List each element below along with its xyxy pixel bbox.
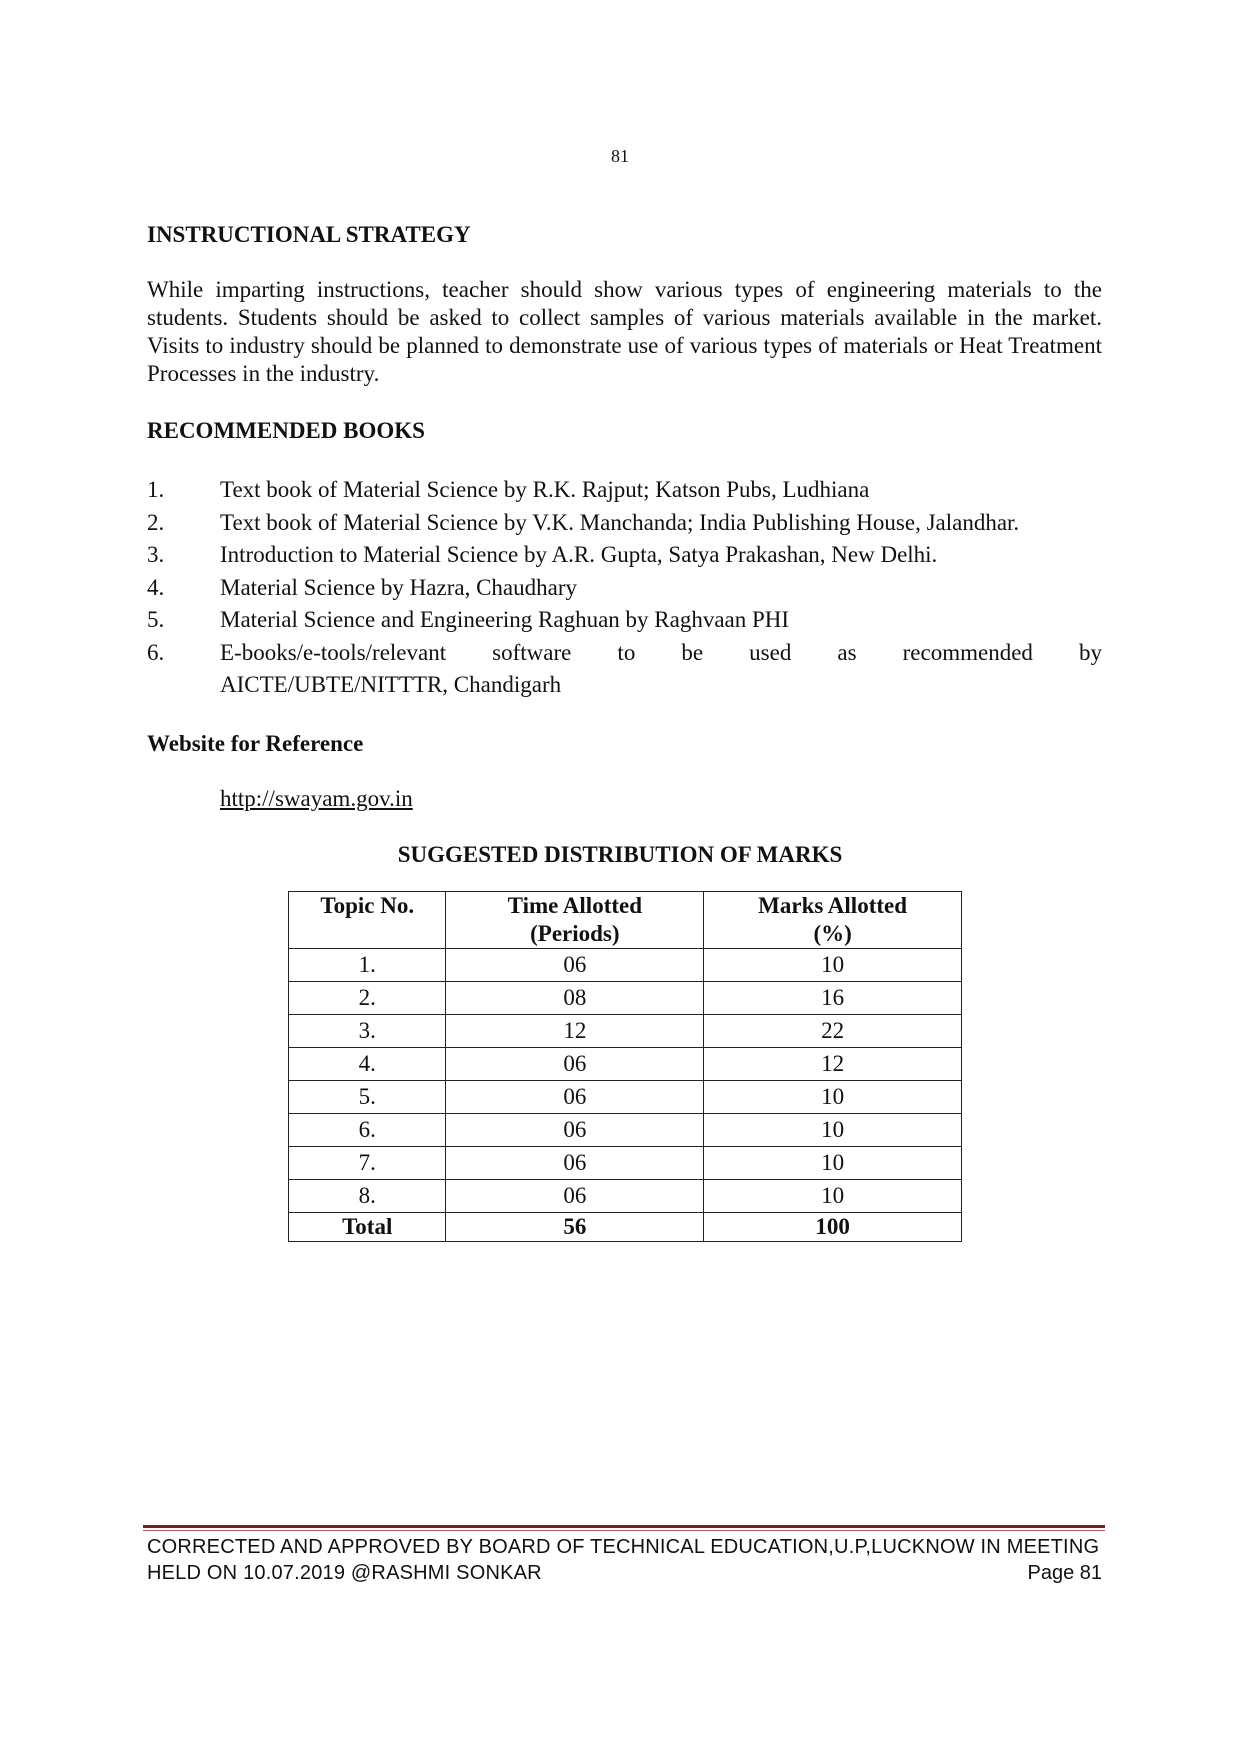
table-cell: 06: [446, 1081, 704, 1114]
header-marks-allotted: [704, 892, 962, 949]
table-cell: 8.: [289, 1180, 446, 1213]
book-number: 5.: [147, 607, 165, 632]
header-line: Marks Allotted: [758, 893, 908, 918]
book-text-continuation: AICTE/UBTE/NITTTR, Chandigarh: [220, 672, 562, 697]
page-number: 81: [611, 146, 629, 166]
table-cell: 1.: [289, 949, 446, 982]
table-cell: 12: [704, 1048, 962, 1081]
table-row: [289, 1081, 962, 1114]
table-row: [289, 982, 962, 1015]
recommended-books-heading: RECOMMENDED BOOKS: [147, 418, 425, 443]
table-cell: 2.: [289, 982, 446, 1015]
footer-approval-line: CORRECTED AND APPROVED BY BOARD OF TECHNICAL EDUCATION,U.P,LUCKNOW IN MEETING: [147, 1536, 1100, 1558]
website-link[interactable]: http://swayam.gov.in: [220, 786, 413, 811]
table-cell: 10: [704, 1114, 962, 1147]
table-row: [289, 949, 962, 982]
book-item: [147, 539, 1102, 572]
table-total-row: [289, 1213, 962, 1242]
footer-divider: [143, 1525, 1105, 1528]
table-cell: 7.: [289, 1147, 446, 1180]
total-label: Total: [289, 1213, 446, 1242]
footer-divider-thin: [143, 1530, 1105, 1531]
header-line: (Periods): [530, 921, 620, 946]
table-cell: 3.: [289, 1015, 446, 1048]
table-cell: 5.: [289, 1081, 446, 1114]
table-cell: 08: [446, 982, 704, 1015]
table-cell: 22: [704, 1015, 962, 1048]
total-periods: 56: [446, 1213, 704, 1242]
book-text: Text book of Material Science by V.K. Manchanda; India Publishing House, Jalandhar.: [220, 509, 1020, 535]
table-cell: 10: [704, 1147, 962, 1180]
book-number: 2.: [147, 509, 165, 535]
table-cell: 06: [446, 1114, 704, 1147]
table-cell: 10: [704, 1180, 962, 1213]
book-text: Text book of Material Science by R.K. Rajput; Katson Pubs, Ludhiana: [220, 477, 870, 502]
book-item: [147, 507, 1102, 540]
book-item: [147, 572, 1102, 605]
book-item: [147, 604, 1102, 637]
header-time-allotted: [446, 892, 704, 949]
table-cell: 10: [704, 949, 962, 982]
table-row: [289, 1180, 962, 1213]
table-row: [289, 1048, 962, 1081]
table-row: [289, 1147, 962, 1180]
table-cell: 06: [446, 1048, 704, 1081]
book-text: Introduction to Material Science by A.R. Gupta, Satya Prakashan, New Delhi.: [220, 542, 938, 567]
book-text: E-books/e-tools/relevant software to be used as recommended by: [220, 639, 1102, 665]
table-cell: 16: [704, 982, 962, 1015]
book-number: 4.: [147, 574, 165, 600]
footer-meeting-line: HELD ON 10.07.2019 @RASHMI SONKAR: [147, 1562, 542, 1584]
table-header-row: [289, 892, 962, 949]
table-cell: 06: [446, 1180, 704, 1213]
book-number: 1.: [147, 477, 165, 502]
recommended-books-list: [147, 474, 1102, 702]
instructional-strategy-heading: INSTRUCTIONAL STRATEGY: [147, 222, 471, 247]
header-line: (%): [813, 921, 852, 946]
table-cell: 12: [446, 1015, 704, 1048]
website-heading: Website for Reference: [147, 731, 364, 756]
footer-page-label: Page 81: [1027, 1562, 1102, 1584]
instructional-strategy-text: While imparting instructions, teacher should show various types of engineering materials to the students. Students should be asked to collect samples of various materials available in the market. Visits to industry should be planned to demonstrate use of various types of materials or Heat Treatment Processes in the industry.: [147, 277, 1102, 386]
book-number: 3.: [147, 542, 165, 567]
table-cell: 6.: [289, 1114, 446, 1147]
marks-distribution-table: [288, 891, 962, 1242]
book-number: 6.: [147, 639, 165, 665]
table-cell: 10: [704, 1081, 962, 1114]
header-line: Topic No.: [320, 893, 415, 918]
total-marks: 100: [704, 1213, 962, 1242]
book-item: [147, 637, 1102, 670]
book-item: [147, 474, 1102, 507]
header-line: Time Allotted: [507, 893, 643, 918]
table-row: [289, 1114, 962, 1147]
book-text: Material Science by Hazra, Chaudhary: [220, 574, 577, 600]
book-item-continuation: [147, 669, 1102, 702]
table-cell: 06: [446, 1147, 704, 1180]
header-topic-no: [289, 892, 446, 949]
table-cell: 06: [446, 949, 704, 982]
book-text: Material Science and Engineering Raghuan by Raghvaan PHI: [220, 607, 790, 632]
table-row: [289, 1015, 962, 1048]
marks-table-title: SUGGESTED DISTRIBUTION OF MARKS: [397, 842, 843, 867]
table-cell: 4.: [289, 1048, 446, 1081]
